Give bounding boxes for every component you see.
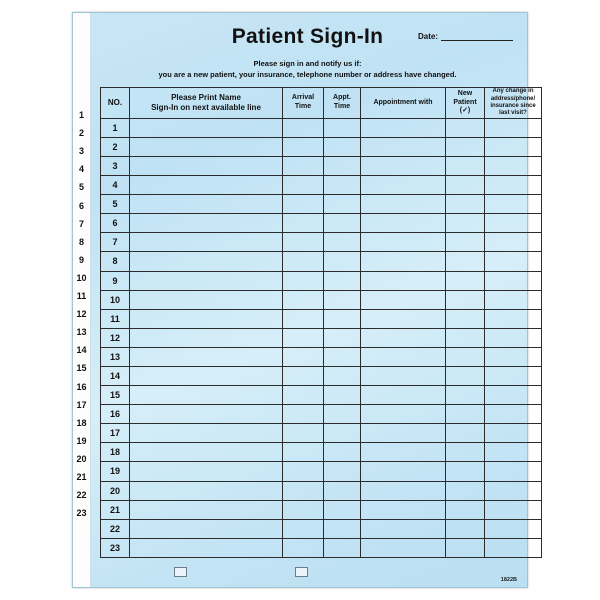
new-patient-cell[interactable]: [446, 481, 485, 500]
appointment-with-cell[interactable]: [361, 519, 446, 538]
table-header: [101, 87, 542, 118]
table-row: [101, 386, 542, 405]
arrival-time-cell[interactable]: [283, 118, 324, 137]
row-number-cell: 17: [101, 424, 130, 443]
appt-time-cell[interactable]: [324, 386, 361, 405]
arrival-time-cell[interactable]: [283, 195, 324, 214]
appointment-with-cell[interactable]: [361, 118, 446, 137]
table-row: [101, 137, 542, 156]
new-patient-cell[interactable]: [446, 462, 485, 481]
any-change-cell[interactable]: [485, 443, 542, 462]
new-patient-cell[interactable]: [446, 328, 485, 347]
name-cell[interactable]: [130, 309, 283, 328]
edge-row-number: 8: [78, 236, 84, 247]
new-patient-cell[interactable]: [446, 386, 485, 405]
column-header-number: [101, 87, 130, 118]
arrival-time-cell[interactable]: [283, 290, 324, 309]
date-label: Date:: [417, 32, 438, 41]
new-patient-cell[interactable]: [446, 538, 485, 557]
any-change-cell[interactable]: [485, 156, 542, 175]
edge-row-number: 4: [78, 164, 84, 175]
edge-row-number: 12: [76, 309, 87, 320]
row-number-cell: 2: [101, 137, 130, 156]
table-row: [101, 156, 542, 175]
appointment-with-cell[interactable]: [361, 366, 446, 385]
new-patient-cell[interactable]: [446, 156, 485, 175]
column-header-number-label: NO.: [107, 97, 123, 107]
name-cell[interactable]: [130, 538, 283, 557]
column-header-new-patient: [446, 87, 485, 118]
date-write-line[interactable]: [441, 31, 513, 41]
appointment-with-cell[interactable]: [361, 214, 446, 233]
appt-time-cell[interactable]: [324, 233, 361, 252]
arrival-time-cell[interactable]: [283, 176, 324, 195]
name-cell[interactable]: [130, 118, 283, 137]
name-cell[interactable]: [130, 328, 283, 347]
row-number-cell: 1: [101, 118, 130, 137]
table-row: [101, 290, 542, 309]
punch-hole-left: [174, 567, 187, 577]
edge-row-number: 1: [78, 110, 84, 120]
arrival-time-cell[interactable]: [283, 481, 324, 500]
column-header-arrival-time: [283, 87, 324, 118]
row-number-cell: 13: [101, 347, 130, 366]
any-change-cell[interactable]: [485, 309, 542, 328]
appointment-with-cell[interactable]: [361, 500, 446, 519]
table-row: [101, 481, 542, 500]
appt-time-cell[interactable]: [324, 481, 361, 500]
appointment-with-cell[interactable]: [361, 405, 446, 424]
patient-sign-in-form: [72, 12, 536, 588]
arrival-time-cell[interactable]: [283, 252, 324, 271]
row-number-cell: 12: [101, 328, 130, 347]
new-patient-cell[interactable]: [446, 118, 485, 137]
table-row: [101, 500, 542, 519]
any-change-cell[interactable]: [485, 137, 542, 156]
any-change-cell[interactable]: [485, 290, 542, 309]
name-cell[interactable]: [130, 424, 283, 443]
appt-time-cell[interactable]: [324, 176, 361, 195]
appointment-with-cell[interactable]: [361, 176, 446, 195]
name-cell[interactable]: [130, 405, 283, 424]
any-change-cell[interactable]: [485, 328, 542, 347]
column-header-appointment-with: [361, 87, 446, 118]
name-cell[interactable]: [130, 137, 283, 156]
table-row: [101, 443, 542, 462]
appointment-with-cell[interactable]: [361, 252, 446, 271]
name-cell[interactable]: [130, 290, 283, 309]
any-change-cell[interactable]: [485, 366, 542, 385]
table-row: [101, 519, 542, 538]
name-cell[interactable]: [130, 443, 283, 462]
arrival-time-cell[interactable]: [283, 443, 324, 462]
new-patient-cell[interactable]: [446, 271, 485, 290]
name-cell[interactable]: [130, 462, 283, 481]
column-header-arrival-line2: Time: [294, 102, 312, 110]
row-number-cell: 18: [101, 443, 130, 462]
edge-row-number: 16: [76, 381, 87, 392]
row-number-cell: 11: [101, 309, 130, 328]
table-row: [101, 424, 542, 443]
name-cell[interactable]: [130, 156, 283, 175]
column-header-appt-line1: Appt.: [333, 94, 351, 102]
column-header-new-checkmark: (✓): [459, 106, 471, 114]
appointment-with-cell[interactable]: [361, 424, 446, 443]
table-row: [101, 309, 542, 328]
edge-row-number: 10: [76, 272, 87, 283]
edge-row-number: 13: [76, 327, 87, 338]
arrival-time-cell[interactable]: [283, 424, 324, 443]
new-patient-cell[interactable]: [446, 214, 485, 233]
edge-row-number: 11: [76, 291, 87, 301]
row-number-cell: 15: [101, 386, 130, 405]
appointment-with-cell[interactable]: [361, 233, 446, 252]
appt-time-cell[interactable]: [324, 366, 361, 385]
arrival-time-cell[interactable]: [283, 519, 324, 538]
arrival-time-cell[interactable]: [283, 156, 324, 175]
arrival-time-cell[interactable]: [283, 309, 324, 328]
appt-time-cell[interactable]: [324, 405, 361, 424]
appt-time-cell[interactable]: [324, 118, 361, 137]
form-body: [90, 13, 536, 587]
name-cell[interactable]: [130, 366, 283, 385]
appointment-with-cell[interactable]: [361, 290, 446, 309]
any-change-cell[interactable]: [485, 118, 542, 137]
any-change-cell[interactable]: [485, 214, 542, 233]
table-header-row: [101, 87, 542, 118]
name-cell[interactable]: [130, 214, 283, 233]
any-change-cell[interactable]: [485, 271, 542, 290]
edge-row-number: 14: [76, 345, 87, 356]
any-change-cell[interactable]: [485, 424, 542, 443]
appt-time-cell[interactable]: [324, 462, 361, 481]
row-number-cell: 7: [101, 233, 130, 252]
edge-row-number: 5: [78, 182, 84, 193]
appointment-with-cell[interactable]: [361, 462, 446, 481]
name-cell[interactable]: [130, 252, 283, 271]
appt-time-cell[interactable]: [324, 443, 361, 462]
row-number-cell: 4: [101, 176, 130, 195]
arrival-time-cell[interactable]: [283, 462, 324, 481]
arrival-time-cell[interactable]: [283, 233, 324, 252]
edge-row-number: 18: [76, 417, 87, 428]
form-code: 1822B: [500, 577, 517, 583]
any-change-cell[interactable]: [485, 347, 542, 366]
arrival-time-cell[interactable]: [283, 214, 324, 233]
new-patient-cell[interactable]: [446, 176, 485, 195]
column-header-appt-time: [324, 87, 361, 118]
table-row: [101, 405, 542, 424]
sign-in-table: [100, 87, 542, 558]
edge-row-number: 20: [76, 453, 87, 464]
arrival-time-cell[interactable]: [283, 347, 324, 366]
column-header-name-line2: Sign-In on next available line: [151, 102, 261, 112]
column-header-appt-line2: Time: [333, 102, 351, 110]
appt-time-cell[interactable]: [324, 500, 361, 519]
appt-time-cell[interactable]: [324, 328, 361, 347]
appt-time-cell[interactable]: [324, 156, 361, 175]
new-patient-cell[interactable]: [446, 233, 485, 252]
any-change-cell[interactable]: [485, 462, 542, 481]
appt-time-cell[interactable]: [324, 252, 361, 271]
any-change-cell[interactable]: [485, 195, 542, 214]
table-row: [101, 347, 542, 366]
page-title: Patient Sign-In: [231, 25, 384, 48]
name-cell[interactable]: [130, 195, 283, 214]
instructions-line-1: Please sign in and notify us if:: [253, 59, 362, 68]
edge-row-number: 17: [76, 399, 87, 410]
column-header-any-change: [485, 87, 542, 118]
new-patient-cell[interactable]: [446, 252, 485, 271]
arrival-time-cell[interactable]: [283, 328, 324, 347]
edge-row-number: 7: [78, 218, 84, 229]
row-number-cell: 6: [101, 214, 130, 233]
table-row: [101, 176, 542, 195]
appointment-with-cell[interactable]: [361, 137, 446, 156]
appt-time-cell[interactable]: [324, 538, 361, 557]
name-cell[interactable]: [130, 481, 283, 500]
edge-row-number: 22: [76, 490, 87, 501]
any-change-cell[interactable]: [485, 500, 542, 519]
arrival-time-cell[interactable]: [283, 271, 324, 290]
appointment-with-cell[interactable]: [361, 538, 446, 557]
column-header-name-line1: Please Print Name: [171, 93, 241, 103]
column-header-new-line1: New: [457, 90, 473, 98]
new-patient-cell[interactable]: [446, 519, 485, 538]
row-number-cell: 9: [101, 271, 130, 290]
edge-row-number: 6: [78, 200, 84, 211]
table-row: [101, 538, 542, 557]
column-header-change-line2: address/phone/: [490, 95, 536, 102]
new-patient-cell[interactable]: [446, 195, 485, 214]
row-number-cell: 19: [101, 462, 130, 481]
column-header-appointment-with-label: Appointment with: [373, 98, 433, 106]
instructions-line-2: you are a new patient, your insurance, telephone number or address have changed.: [158, 69, 457, 79]
new-patient-cell[interactable]: [446, 137, 485, 156]
name-cell[interactable]: [130, 233, 283, 252]
row-number-cell: 5: [101, 195, 130, 214]
appointment-with-cell[interactable]: [361, 309, 446, 328]
form-instructions: [100, 59, 515, 81]
appointment-with-cell[interactable]: [361, 481, 446, 500]
any-change-cell[interactable]: [485, 405, 542, 424]
any-change-cell[interactable]: [485, 252, 542, 271]
table-row: [101, 118, 542, 137]
edge-row-number: 2: [78, 128, 84, 139]
table-body: [101, 118, 542, 557]
edge-row-number: 19: [76, 435, 87, 446]
arrival-time-cell[interactable]: [283, 538, 324, 557]
row-number-cell: 23: [101, 538, 130, 557]
arrival-time-cell[interactable]: [283, 500, 324, 519]
punch-hole-right: [295, 567, 308, 577]
table-row: [101, 233, 542, 252]
appointment-with-cell[interactable]: [361, 271, 446, 290]
new-patient-cell[interactable]: [446, 290, 485, 309]
appt-time-cell[interactable]: [324, 519, 361, 538]
new-patient-cell[interactable]: [446, 500, 485, 519]
appointment-with-cell[interactable]: [361, 195, 446, 214]
appointment-with-cell[interactable]: [361, 386, 446, 405]
any-change-cell[interactable]: [485, 386, 542, 405]
column-header-name: [130, 87, 283, 118]
form-header: [100, 23, 515, 57]
appointment-with-cell[interactable]: [361, 443, 446, 462]
name-cell[interactable]: [130, 176, 283, 195]
table-row: [101, 328, 542, 347]
arrival-time-cell[interactable]: [283, 137, 324, 156]
new-patient-cell[interactable]: [446, 424, 485, 443]
row-number-cell: 14: [101, 366, 130, 385]
appt-time-cell[interactable]: [324, 195, 361, 214]
column-header-change-line4: last visit?: [499, 109, 527, 116]
row-number-cell: 10: [101, 290, 130, 309]
name-cell[interactable]: [130, 519, 283, 538]
appt-time-cell[interactable]: [324, 290, 361, 309]
edge-row-number: 3: [78, 146, 84, 157]
edge-row-number: 15: [76, 363, 87, 374]
any-change-cell[interactable]: [485, 233, 542, 252]
any-change-cell[interactable]: [485, 481, 542, 500]
arrival-time-cell[interactable]: [283, 366, 324, 385]
row-number-cell: 3: [101, 156, 130, 175]
name-cell[interactable]: [130, 386, 283, 405]
new-patient-cell[interactable]: [446, 366, 485, 385]
row-number-cell: 20: [101, 481, 130, 500]
row-number-cell: 8: [101, 252, 130, 271]
new-patient-cell[interactable]: [446, 443, 485, 462]
edge-row-number: 9: [78, 254, 84, 265]
date-field[interactable]: [418, 31, 513, 41]
table-row: [101, 366, 542, 385]
table-row: [101, 462, 542, 481]
table-row: [101, 271, 542, 290]
name-cell[interactable]: [130, 271, 283, 290]
appt-time-cell[interactable]: [324, 347, 361, 366]
appt-time-cell[interactable]: [324, 137, 361, 156]
row-number-cell: 16: [101, 405, 130, 424]
appointment-with-cell[interactable]: [361, 347, 446, 366]
edge-row-number: 23: [76, 508, 87, 519]
new-patient-cell[interactable]: [446, 309, 485, 328]
appt-time-cell[interactable]: [324, 424, 361, 443]
row-number-cell: 22: [101, 519, 130, 538]
edge-row-number: 21: [76, 472, 87, 482]
new-patient-cell[interactable]: [446, 405, 485, 424]
new-patient-cell[interactable]: [446, 347, 485, 366]
any-change-cell[interactable]: [485, 519, 542, 538]
column-header-change-line1: Any change in: [492, 88, 534, 95]
table-row: [101, 252, 542, 271]
arrival-time-cell[interactable]: [283, 386, 324, 405]
any-change-cell[interactable]: [485, 176, 542, 195]
appt-time-cell[interactable]: [324, 271, 361, 290]
arrival-time-cell[interactable]: [283, 405, 324, 424]
name-cell[interactable]: [130, 347, 283, 366]
row-number-cell: 21: [101, 500, 130, 519]
table-row: [101, 214, 542, 233]
appointment-with-cell[interactable]: [361, 328, 446, 347]
any-change-cell[interactable]: [485, 538, 542, 557]
column-header-arrival-line1: Arrival: [291, 94, 315, 102]
column-header-new-line2: Patient: [453, 98, 477, 106]
table-row: [101, 195, 542, 214]
appointment-with-cell[interactable]: [361, 156, 446, 175]
appt-time-cell[interactable]: [324, 214, 361, 233]
form-footer: [90, 559, 527, 587]
name-cell[interactable]: [130, 500, 283, 519]
column-header-change-line3: insurance since: [490, 102, 536, 109]
appt-time-cell[interactable]: [324, 309, 361, 328]
